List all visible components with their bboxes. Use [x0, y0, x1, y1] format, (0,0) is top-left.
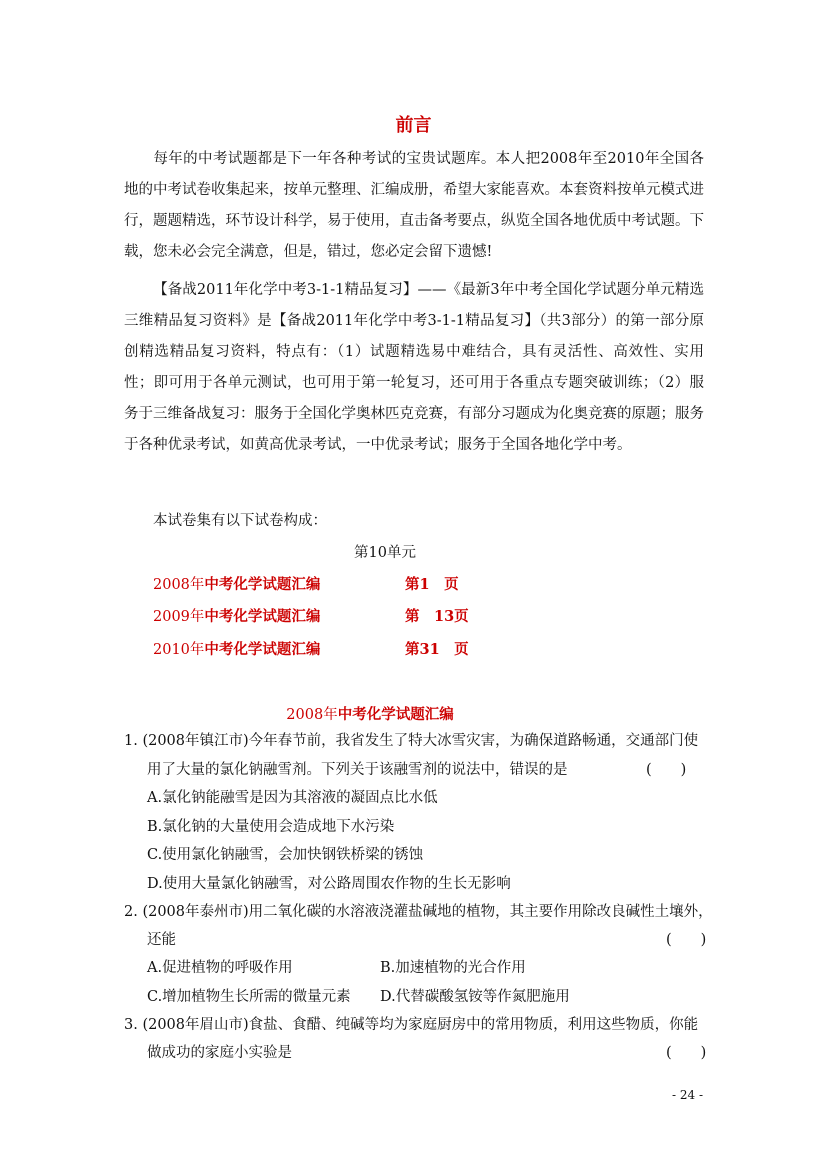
question-2-stem-line-2: 还能	[147, 932, 176, 948]
section-heading: 2008年中考化学试题汇编	[286, 706, 454, 723]
option-c: C.增加植物生长所需的微量元素	[147, 989, 351, 1005]
page-number: - 24 -	[672, 1088, 704, 1102]
option-c: C.使用氯化钠融雪，会加快钢铁桥梁的锈蚀	[147, 847, 424, 863]
toc-row[interactable]	[153, 605, 513, 629]
question-3-stem-line-1: 3. (2008年眉山市)食盐、食醋、纯碱等均为家庭厨房中的常用物质，利用这些物质，你能	[124, 1017, 699, 1033]
toc-row-label: 2009年中考化学试题汇编	[153, 608, 321, 625]
preface-paragraph-2	[124, 275, 704, 461]
toc-unit: 第10单元	[354, 545, 416, 561]
toc-row[interactable]	[153, 638, 513, 662]
toc-row-page: 第31 页	[405, 641, 469, 658]
question-3-stem-line-2: 做成功的家庭小实验是	[147, 1045, 292, 1061]
page-title: 前言	[395, 115, 432, 136]
question-2-stem-line-1: 2. (2008年泰州市)用二氧化碳的水溶液浇灌盐碱地的植物，其主要作用除改良碱性土壤外，	[124, 904, 713, 920]
option-d: D.使用大量氯化钠融雪，对公路周围农作物的生长无影响	[147, 876, 511, 892]
question-1-stem-line-2: 用了大量的氯化钠融雪剂。下列关于该融雪剂的说法中，错误的是	[147, 762, 568, 778]
answer-bracket: ( )	[666, 1045, 707, 1061]
question-1-stem-line-1: 1. (2008年镇江市)今年春节前，我省发生了特大冰雪灾害，为确保道路畅通，交通部门使	[124, 733, 699, 749]
option-d: D.代替碳酸氢铵等作氮肥施用	[380, 989, 570, 1005]
preface-paragraph-1	[124, 144, 704, 268]
toc-row[interactable]	[153, 573, 513, 597]
toc-row-page: 第1 页	[405, 576, 459, 593]
preface-paragraph-2-text: 【备战2011年化学中考3-1-1精品复习】——《最新3年中考全国化学试题分单元精选三维精品复习资料》是【备战2011年化学中考3-1-1精品复习】（共3部分）的第一部分原创精选精品复习资料，特点有：（1）试题精选易中难结合，具有灵活性、高效性、实用性；即可用于各单元测试，也可用于第一轮复习，还可用于各重点专题突破训练；（2）服务于三维备战复习：服务于全国化学奥林匹克竞赛，有部分习题成为化奥竞赛的原题；服务于各种优录考试，如黄高优录考试，一中优录考试；服务于全国各地化学中考。	[124, 282, 704, 453]
preface-paragraph-1-text: 每年的中考试题都是下一年各种考试的宝贵试题库。本人把2008年至2010年全国各地的中考试卷收集起来，按单元整理、汇编成册，希望大家能喜欢。本套资料按单元模式进行，题题精选，环节设计科学，易于使用，直击备考要点，纵览全国各地优质中考试题。下载，您未必会完全满意，但是，错过，您必定会留下遗憾!	[124, 151, 704, 260]
option-a: A.氯化钠能融雪是因为其溶液的凝固点比水低	[147, 790, 438, 806]
toc-row-page: 第 13页	[405, 608, 469, 625]
toc-intro: 本试卷集有以下试卷构成：	[153, 513, 327, 529]
answer-bracket: ( )	[666, 932, 707, 948]
toc-row-label: 2008年中考化学试题汇编	[153, 576, 321, 593]
option-b: B.氯化钠的大量使用会造成地下水污染	[147, 819, 395, 835]
answer-bracket: ( )	[646, 762, 687, 778]
option-a: A.促进植物的呼吸作用	[147, 960, 293, 976]
toc-row-label: 2010年中考化学试题汇编	[153, 641, 321, 658]
option-b: B.加速植物的光合作用	[380, 960, 526, 976]
